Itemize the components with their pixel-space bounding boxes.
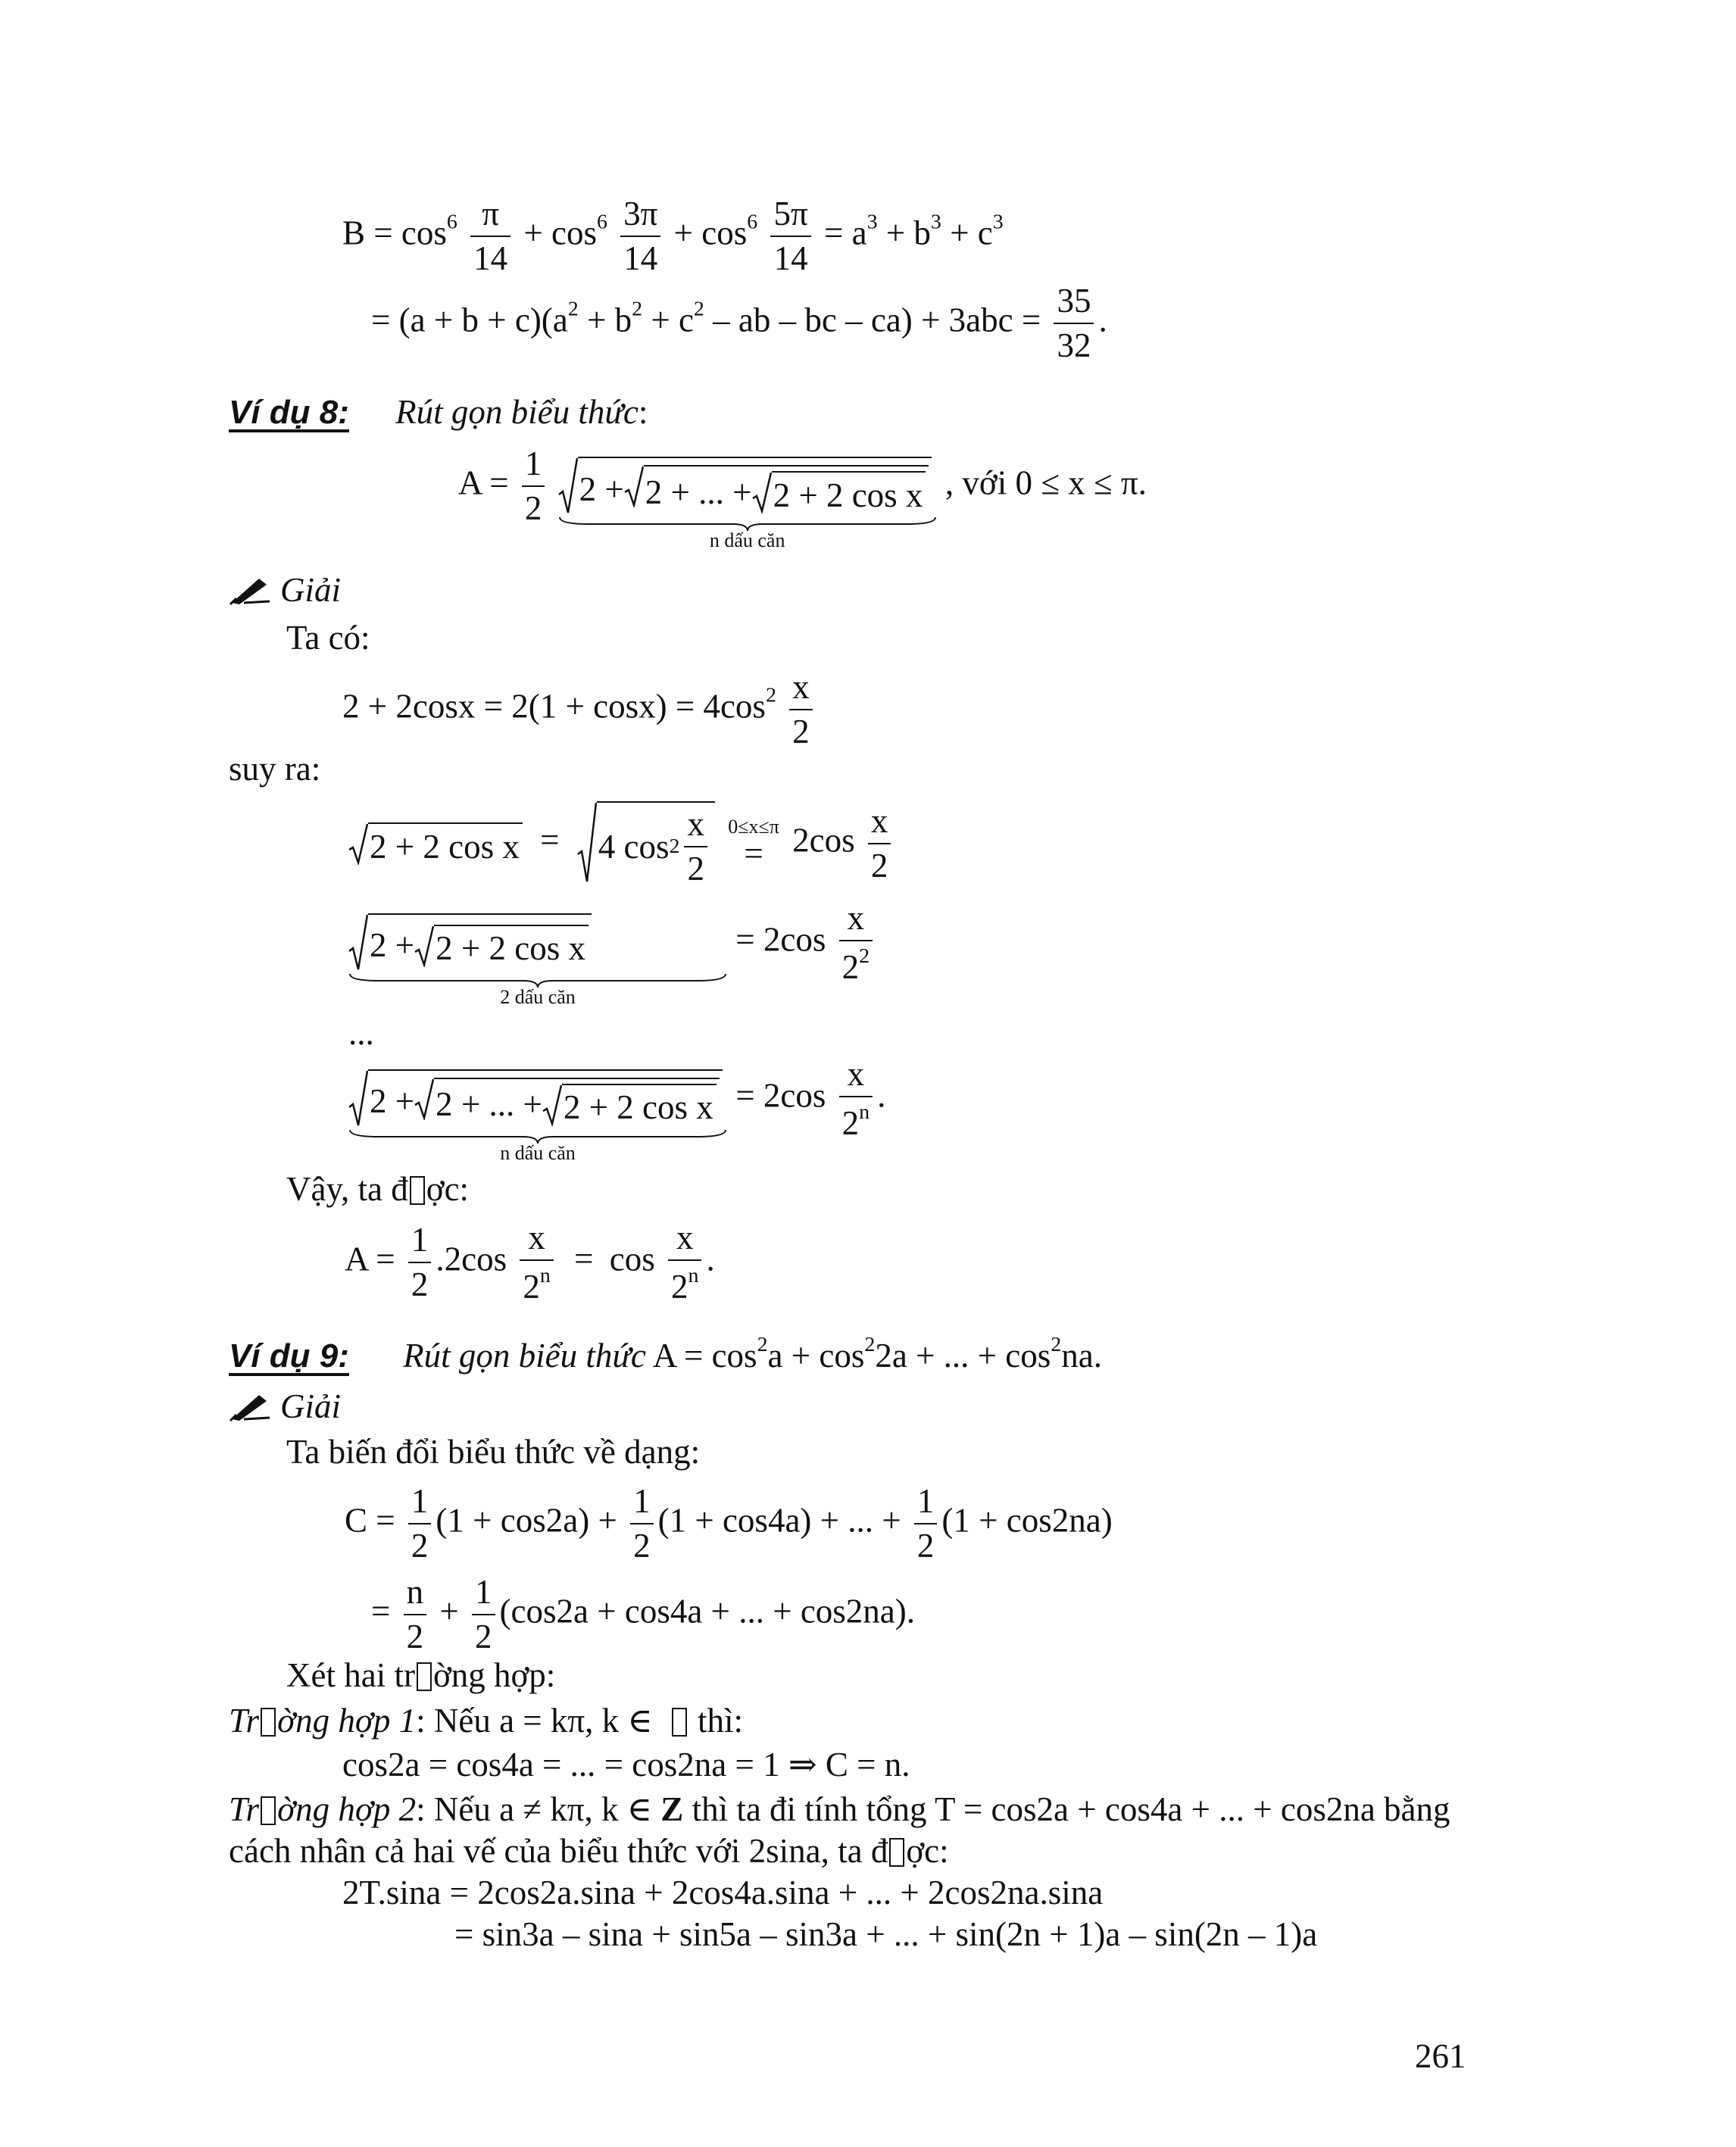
example-8-expression: A = $\frac{1}{2}$ 2 + 2 + ... + 2 + 2 cos x n dấu căn , với 0 ≤ x ≤ π.: [458, 445, 1147, 551]
root-step-2: 2 + 2 + 2 cos x 2 dấu căn = 2cos $\frac{x}{2^2}$: [348, 901, 877, 989]
case-2-continued: cách nhân cả hai vế của biểu thức với 2sina, ta đ ợc:: [229, 1832, 949, 1870]
equation-C: C = $\frac{1}{2}$ (1 + cos2a) + $\frac{1}{2}$ (1 + cos4a) + ... + $\frac{1}{2}$ (1 + cos2na): [345, 1482, 1113, 1565]
equation-b: $B = \cos^6$ $\frac{\pi}{14}$ + $\cos^6$ $\frac{3\pi}{14}$ + $\cos^6$ $\frac{5\pi}{14}$ = $a^3 + b^3 + c^3$: [342, 195, 1004, 277]
vay-ta-duoc: Vậy, ta đ ợc:: [286, 1170, 470, 1208]
equation-telescoping: = sin3a – sina + sin5a – sin3a + ... + sin(2n + 1)a – sin(2n – 1)a: [454, 1915, 1318, 1953]
ta-co: Ta có:: [286, 619, 370, 657]
equation-C-simplified: = $\frac{n}{2}$ + $\frac{1}{2}$ (cos2a + cos4a + ... + cos2na).: [371, 1573, 916, 1655]
case-1: Tr ờng hợp 1: Nếu a = kπ, k ∈ thì:: [229, 1702, 743, 1740]
pen-icon: [229, 574, 271, 606]
ellipsis: ...: [348, 1014, 374, 1052]
missing-glyph-icon: [410, 1176, 425, 1205]
root-step-1: 2 + 2 cos x = 4 cos 2 x 2 0≤x≤π = 2cos $\frac{x}{2}$: [348, 801, 895, 886]
solution-8-heading: Giải: [229, 573, 341, 607]
root-step-n: 2 + 2 + ... + 2 + 2 cos x n dấu căn = 2cos $\frac{x}{2^n}$ .: [348, 1057, 885, 1145]
equation-b-expansion: = $(a + b + c)(a^2 + b^2 + c^2$ – ab – bc – ca) + 3abc = $\frac{35}{32}$ .: [371, 282, 1107, 364]
case-1-equation: cos2a = cos4a = ... = cos2na = 1 ⇒ C = n.: [342, 1746, 910, 1783]
consider-cases: Xét hai tr ờng hợp:: [286, 1656, 556, 1694]
example-8-label: Ví dụ 8:: [229, 394, 349, 431]
solution-9-heading: Giải: [229, 1390, 341, 1424]
example-9-label: Ví dụ 9:: [229, 1337, 349, 1375]
suy-ra: suy ra:: [229, 750, 321, 788]
pen-icon: [229, 1390, 271, 1422]
case-2: Tr ờng hợp 2: Nếu a ≠ kπ, k ∈ Z thì ta đi tính tổng T = cos2a + cos4a + ... + cos2na bằng: [229, 1790, 1450, 1828]
equation-2T: 2T.sina = 2cos2a.sina + 2cos4a.sina + ... + 2cos2na.sina: [342, 1874, 1104, 1911]
page-number: 261: [1415, 2037, 1466, 2075]
final-result-8: A = $\frac{1}{2}$ .2cos $\frac{x}{2^n}$ = cos $\frac{x}{2^n}$ .: [345, 1219, 715, 1306]
example-8-heading: Ví dụ 8: Rút gọn biểu thức:: [229, 393, 648, 431]
transform-intro: Ta biến đổi biểu thức về dạng:: [286, 1433, 701, 1471]
brace-label: n dấu căn: [709, 529, 785, 551]
equation-cos-double: $2 + 2\cos x = 2(1 + \cos x) = 4\cos^2$ $\frac{x}{2}$: [342, 670, 817, 749]
example-9-heading: Ví dụ 9: Rút gọn biểu thức $A = \cos^2a + \cos^22a$ + ... + $\cos^2na$.: [229, 1333, 1102, 1375]
